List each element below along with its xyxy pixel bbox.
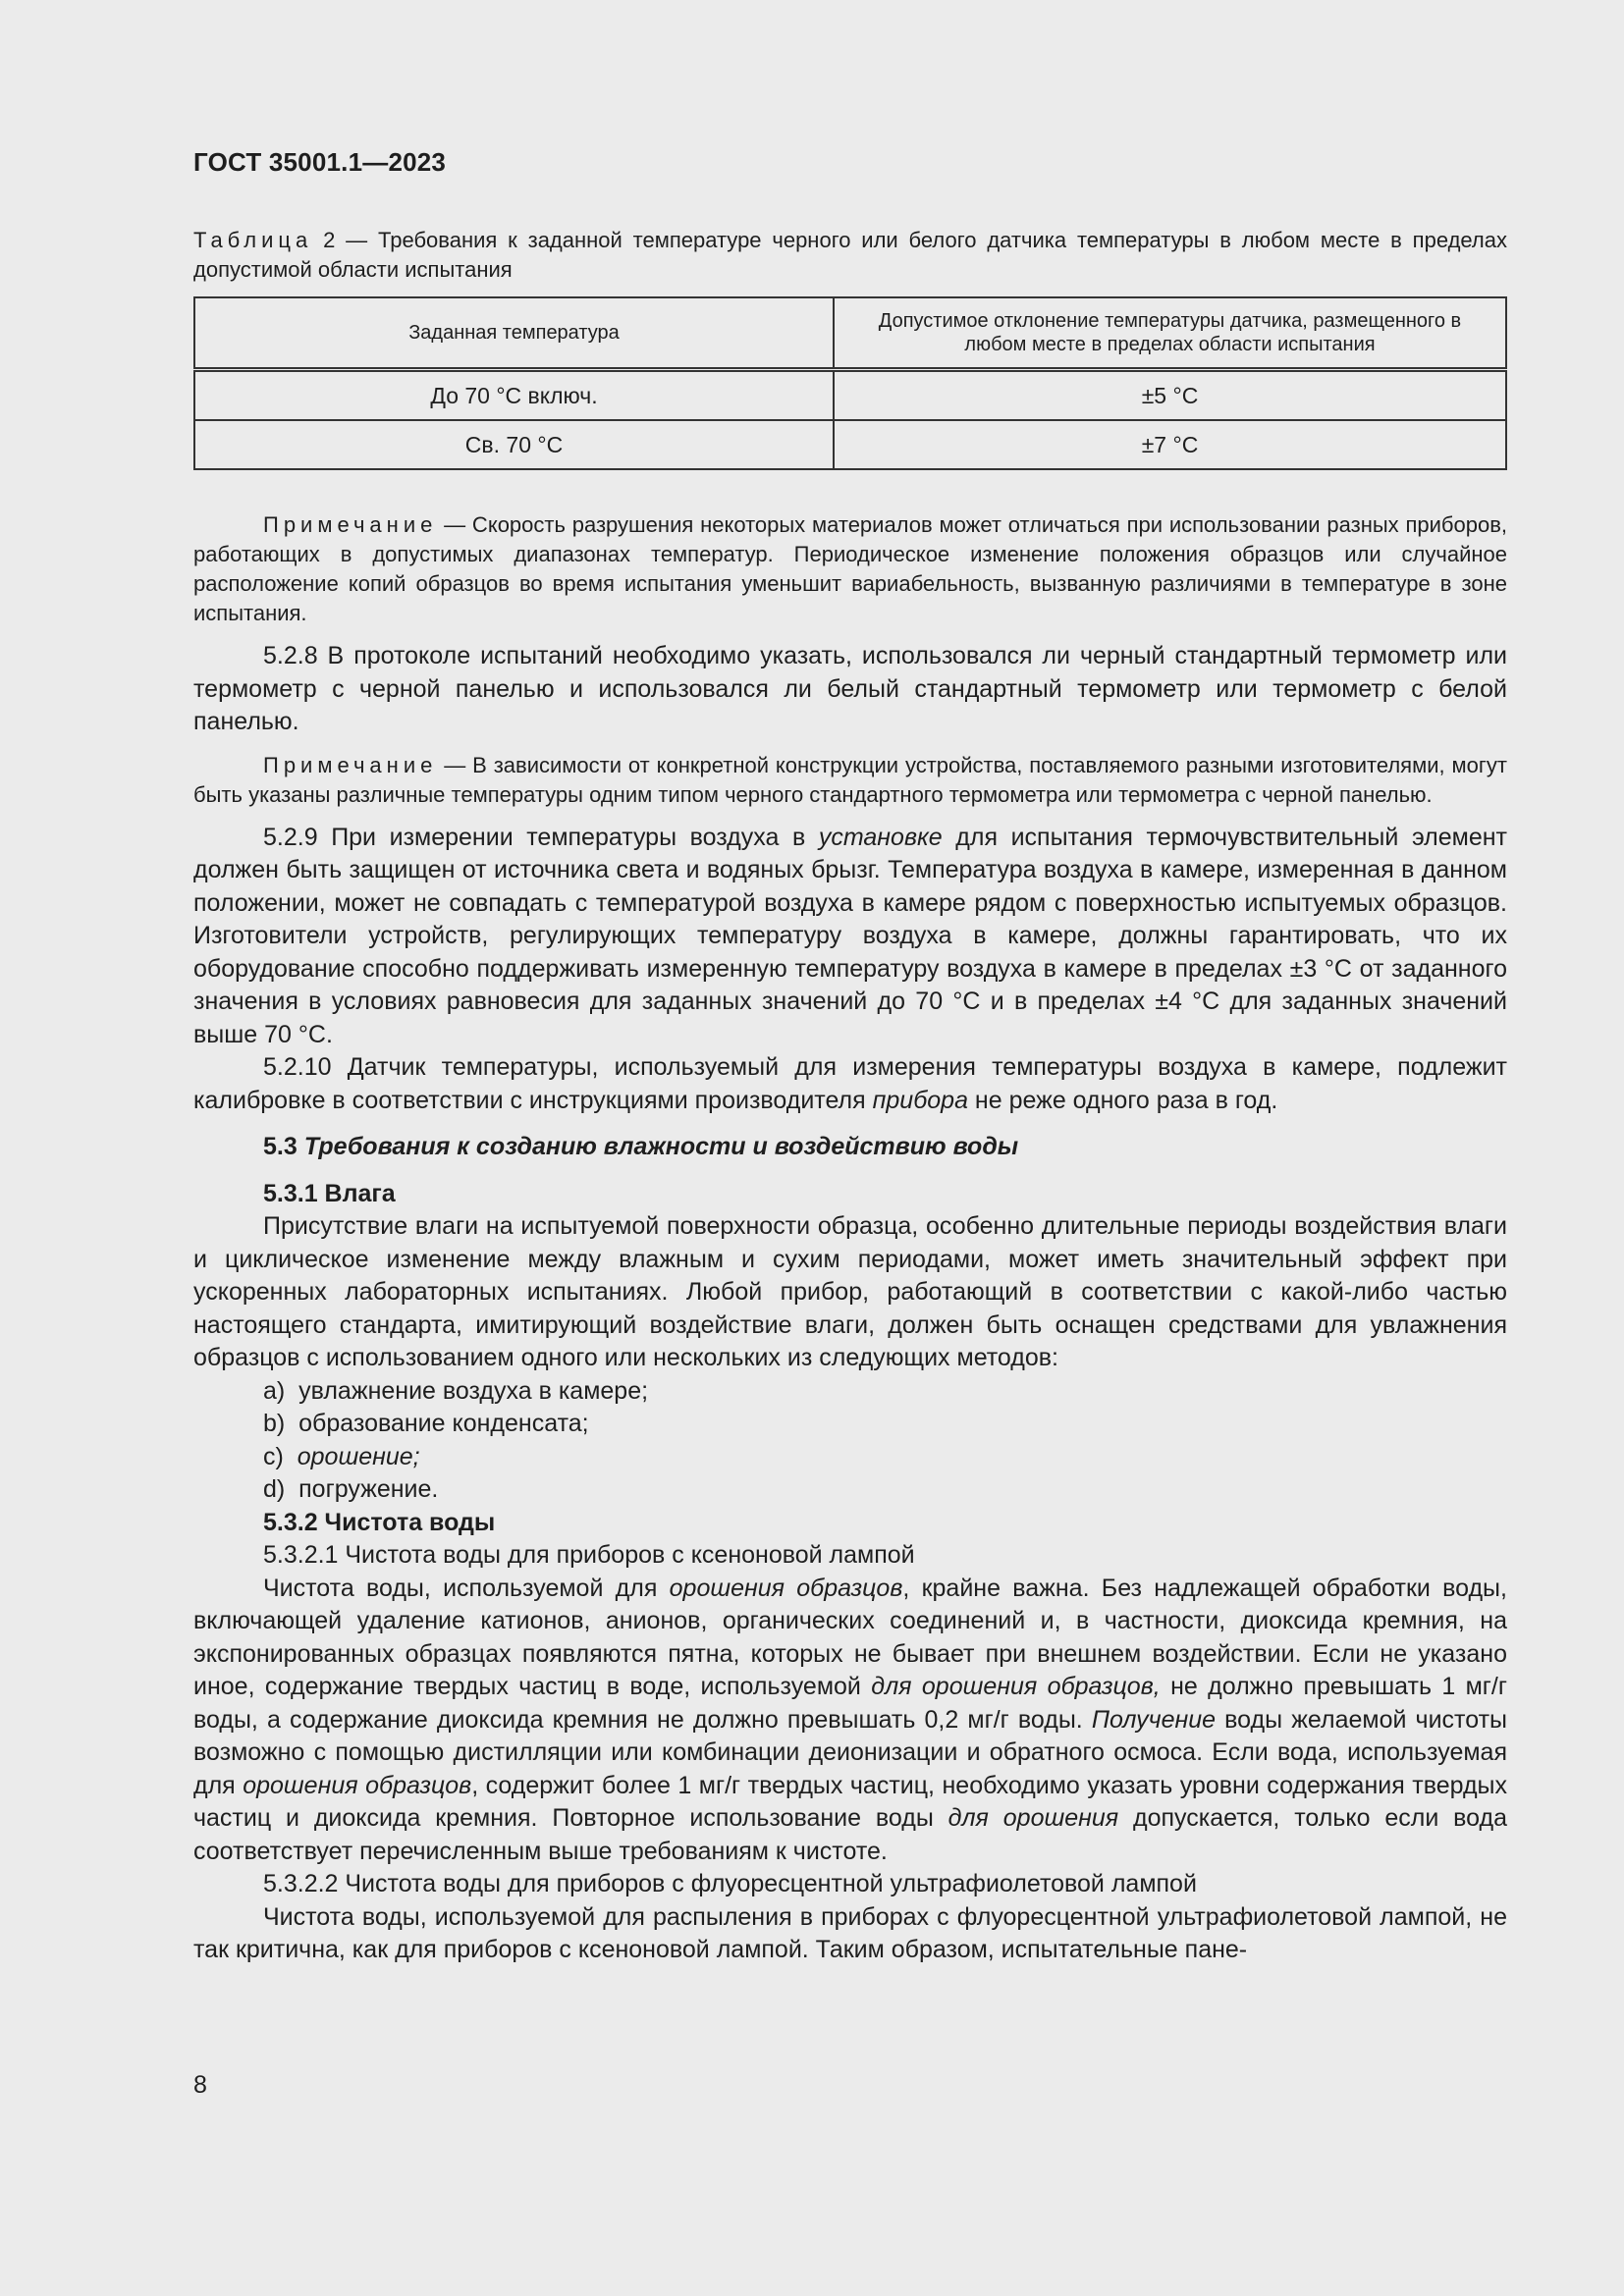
col-header-deviation: Допустимое отклонение температуры датчика, размещенного в любом месте в пределах области испытания [834,297,1506,370]
section-heading-5-3-1: 5.3.1 Влага [263,1179,396,1207]
section-heading-5-3-2-2: 5.3.2.2 Чистота воды для приборов с флуоресцентной ультрафиолетовой лампой [263,1870,1197,1897]
note-label: Примечание [263,512,438,537]
table-cell: До 70 °С включ. [194,370,834,421]
list-item: b) образование конденсата; [263,1410,589,1437]
body-text [193,510,1507,1967]
list-item: d) погружение. [263,1475,439,1503]
standard-header: ГОСТ 35001.1—2023 [193,147,447,177]
table-cell: Св. 70 °С [194,420,834,469]
table-caption [193,226,1507,285]
note-paragraph: Примечание — Скорость разрушения некоторых материалов может отличаться при использовании разных приборов, работающих в допустимых диапазонах температур. Периодическое изменение положения образцов или случайное расположение копий образцов во время испытания уменьшит вариабельность, вызванную различиями в температуре в зоне испытания. [193,512,1507,625]
paragraph-5-2-9: 5.2.9 При измерении температуры воздуха в установке для испытания термочувствительный элемент должен быть защищен от источника света и водяных брызг. Температура воздуха в камере, измеренная в данном положении, может не совпадать с температурой воздуха в камере рядом с поверхностью испытуемых образцов. Изготовители устройств, регулирующих температуру воздуха в камере, должны гарантировать, что их оборудование способно поддерживать измеренную температуру воздуха в камере в пределах ±3 °С от заданного значения в условиях равновесия для заданных значений до 70 °С и в пределах ±4 °С для заданных значений выше 70 °С. [193,823,1507,1048]
paragraph-5-3-1: Присутствие влаги на испытуемой поверхности образца, особенно длительные периоды воздействия влаги и циклическое изменение между влажным и сухим периодами, может иметь значительный эффект при ускоренных лабораторных испытаниях. Любой прибор, работающий в соответствии с какой-либо частью настоящего стандарта, имитирующий воздействие влаги, должен быть оснащен средствами для увлажнения образцов с использованием одного или нескольких из следующих методов: [193,1212,1507,1371]
paragraph-5-2-10: 5.2.10 Датчик температуры, используемый для измерения температуры воздуха в камере, подлежит калибровке в соответствии с инструкциями производителя прибора не реже одного раза в год. [193,1053,1507,1114]
list-item: a) увлажнение воздуха в камере; [263,1376,649,1405]
section-heading-5-3: 5.3 Требования к созданию влажности и воздействию воды [263,1133,1019,1160]
table-row [194,420,1506,469]
paragraph-5-3-2-1: Чистота воды, используемой для орошения образцов, крайне важна. Без надлежащей обработки воды, включающей удаление катионов, анионов, органических соединений и, в частности, диоксида кремния, на экспонированных образцах появляются пятна, которых не бывает при внешнем воздействии. Если не указано иное, содержание твердых частиц в воде, используемой для орошения образцов, не должно превышать 1 мг/г воды, а содержание диоксида кремния не должно превышать 0,2 мг/г воды. Получение воды желаемой чистоты возможно с помощью дистилляции или комбинации деионизации и обратного осмоса. Если вода, используемая для орошения образцов, содержит более 1 мг/г твердых частиц, необходимо указать уровни содержания твердых частиц и диоксида кремния. Повторное использование воды для орошения допускается, только если вода соответствует перечисленным выше требованиям к чистоте. [193,1574,1508,1865]
note-label: Примечание [263,752,438,777]
temperature-table [193,296,1507,470]
table-row [194,370,1506,421]
table-cell: ±7 °С [834,420,1506,469]
paragraph-5-3-2-2: Чистота воды, используемой для распыления в приборах с флуоресцентной ультрафиолетовой лампой, не так критична, как для приборов с ксеноновой лампой. Таким образом, испытательные пане- [193,1902,1507,1963]
section-heading-5-3-2-1: 5.3.2.1 Чистота воды для приборов с ксеноновой лампой [263,1541,915,1569]
note-paragraph: Примечание — В зависимости от конкретной конструкции устройства, поставляемого разными изготовителями, могут быть указаны различные температуры одним типом черного стандартного термометра или термометра с черной панелью. [193,752,1507,807]
table-caption-label: Таблица [193,228,313,252]
table-cell: ±5 °С [834,370,1506,421]
table-caption-text: 2 — Требования к заданной температуре черного или белого датчика температуры в любом месте в пределах допустимой области испытания [193,228,1507,282]
section-heading-5-3-2: 5.3.2 Чистота воды [263,1508,496,1536]
page-number: 8 [193,2071,207,2099]
col-header-set-temperature: Заданная температура [194,297,834,370]
paragraph-5-2-8: 5.2.8 В протоколе испытаний необходимо указать, использовался ли черный стандартный термометр или термометр с черной панелью и использовался ли белый стандартный термометр или термометр с белой панелью. [193,642,1507,735]
list-item: c) орошение; [263,1442,420,1470]
